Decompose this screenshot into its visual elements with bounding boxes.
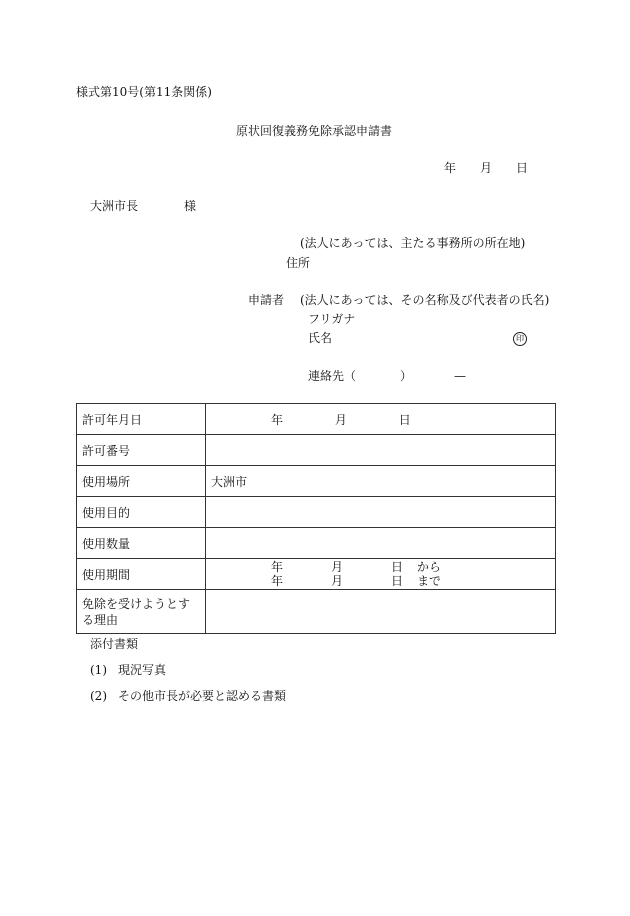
contact-close-paren: ） bbox=[400, 369, 413, 383]
row-label-quantity: 使用数量 bbox=[77, 528, 206, 559]
row-label-period: 使用期間 bbox=[77, 559, 206, 590]
attachment-item-number: (1) bbox=[90, 663, 107, 677]
attachment-item-text: 現況写真 bbox=[118, 663, 167, 677]
document-title: 原状回復義務免除承認申請書 bbox=[236, 124, 393, 138]
period-to-line: 年 月 日 まで bbox=[271, 574, 442, 588]
table-row bbox=[77, 528, 556, 559]
address-note: (法人にあっては、主たる事務所の所在地) bbox=[300, 236, 526, 250]
permit-date-field[interactable]: 年 月 日 bbox=[206, 404, 556, 435]
table-row bbox=[77, 435, 556, 466]
name-note: (法人にあっては、その名称及び代表者の氏名) bbox=[300, 293, 550, 307]
addressee-name: 大洲市長 bbox=[90, 199, 139, 213]
row-label-reason: 免除を受けようとする理由 bbox=[77, 590, 206, 634]
seal-mark: 印 bbox=[513, 330, 527, 346]
period-field[interactable] bbox=[206, 559, 556, 590]
table-row bbox=[77, 590, 556, 634]
table-row bbox=[77, 559, 556, 590]
application-table bbox=[76, 403, 556, 634]
applicant-label: 申請者 bbox=[248, 293, 285, 307]
date-year: 年 bbox=[444, 161, 457, 175]
date-month: 月 bbox=[480, 161, 493, 175]
attachment-item-text: その他市長が必要と認める書類 bbox=[118, 689, 287, 703]
attachment-item-number: (2) bbox=[90, 689, 107, 703]
row-label-permit-number: 許可番号 bbox=[77, 435, 206, 466]
quantity-field[interactable] bbox=[206, 528, 556, 559]
contact-label: 連絡先（ bbox=[308, 369, 357, 383]
form-number: 様式第10号(第11条関係) bbox=[76, 85, 212, 99]
period-from-line: 年 月 日 から bbox=[271, 560, 442, 574]
row-label-location: 使用場所 bbox=[77, 466, 206, 497]
location-field[interactable]: 大洲市 bbox=[206, 466, 556, 497]
row-label-purpose: 使用目的 bbox=[77, 497, 206, 528]
name-label: 氏名 bbox=[308, 331, 333, 345]
permit-number-field[interactable] bbox=[206, 435, 556, 466]
date-day: 日 bbox=[516, 161, 529, 175]
purpose-field[interactable] bbox=[206, 497, 556, 528]
table-row bbox=[77, 404, 556, 435]
table-row bbox=[77, 466, 556, 497]
address-label: 住所 bbox=[286, 256, 311, 270]
addressee-honorific: 様 bbox=[184, 199, 197, 213]
row-label-permit-date: 許可年月日 bbox=[77, 404, 206, 435]
contact-dash: — bbox=[454, 369, 466, 383]
reason-field[interactable] bbox=[206, 590, 556, 634]
table-row bbox=[77, 497, 556, 528]
furigana-label: フリガナ bbox=[308, 312, 356, 326]
attachments-heading: 添付書類 bbox=[90, 637, 139, 651]
